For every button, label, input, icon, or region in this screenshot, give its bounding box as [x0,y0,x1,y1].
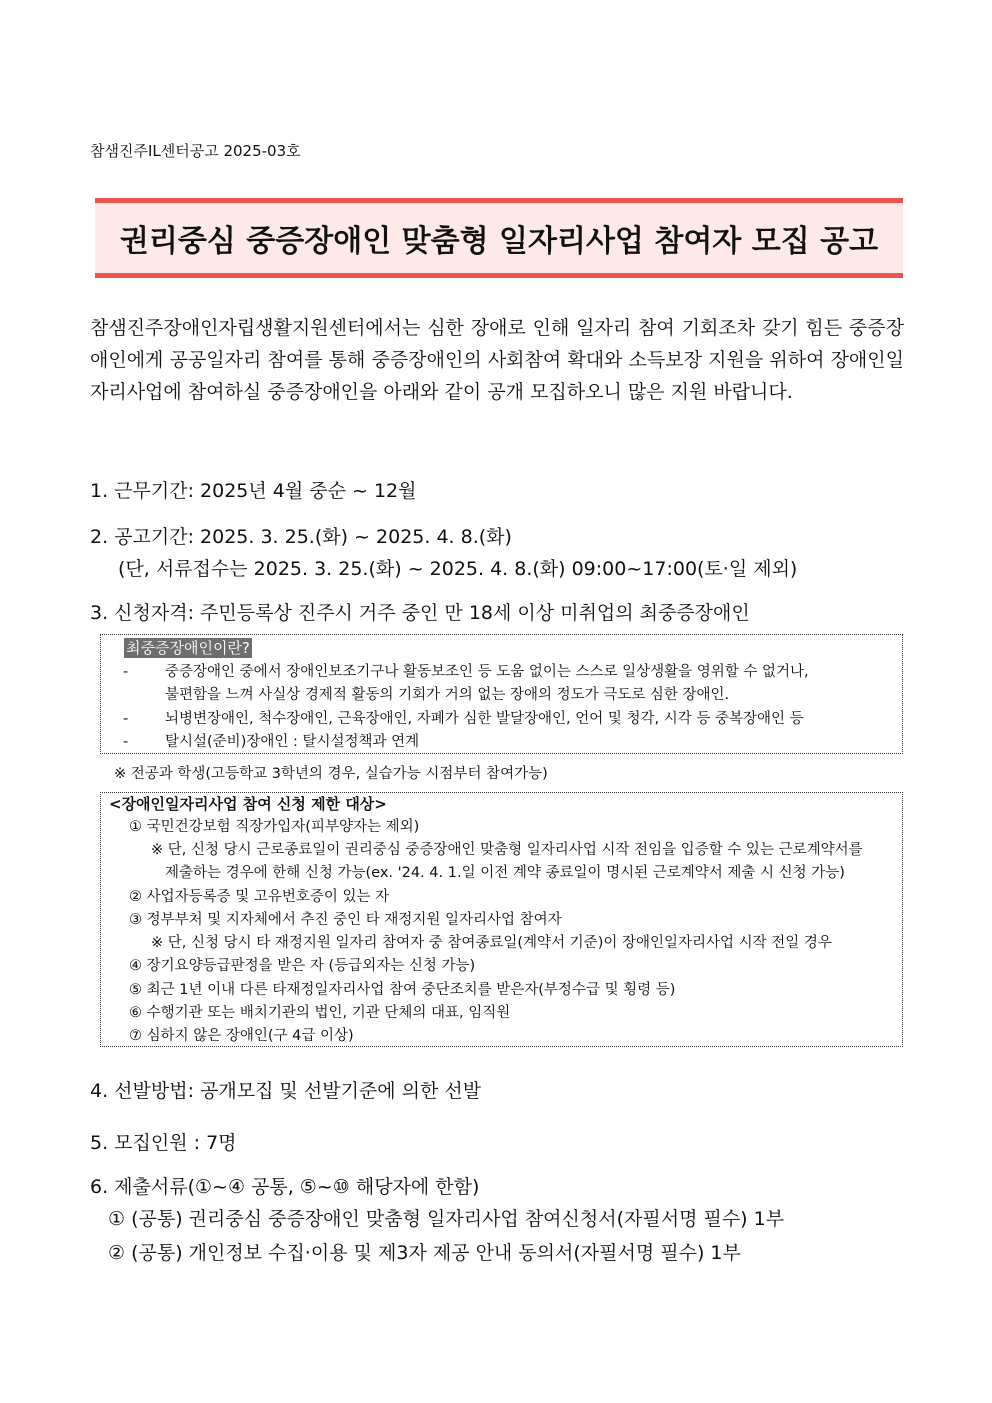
restriction-heading: <장애인일자리사업 참여 신청 제한 대상> [109,795,387,813]
restriction-line: ※ 단, 신청 당시 타 재정지원 일자리 참여자 중 참여종료일(계약서 기준)이 장애인일자리사업 시작 전일 경우 [151,935,832,951]
title-banner [95,198,903,278]
restriction-line: 제출하는 경우에 한해 신청 가능(ex. '24. 4. 1.일 이전 계약 종료일이 명시된 근로계약서 제출 시 신청 가능) [165,865,845,881]
section-eligibility: 3. 신청자격: 주민등록상 진주시 거주 중인 만 18세 이상 미취업의 최중증장애인 [90,602,750,624]
page-title: 권리중심 중증장애인 맞춤형 일자리사업 참여자 모집 공고 [119,224,879,259]
restriction-line: ※ 단, 신청 당시 근로종료일이 권리중심 중증장애인 맞춤형 일자리사업 시작 전임을 입증할 수 있는 근로계약서를 [151,842,863,858]
notice-number: 참샘진주IL센터공고 2025-03호 [90,142,301,160]
restriction-line: ③ 정부부처 및 지자체에서 추진 중인 타 재정지원 일자리사업 참여자 [129,912,562,928]
restriction-line: ④ 장기요양등급판정을 받은 자 (등급외자는 신청 가능) [129,958,476,974]
bullet-dash: - [123,734,129,750]
section-selection: 4. 선발방법: 공개모집 및 선발기준에 의한 선발 [90,1080,482,1102]
student-note: ※ 전공과 학생(고등학교 3학년의 경우, 실습가능 시점부터 참여가능) [114,766,548,782]
document-item: ① (공통) 권리중심 중증장애인 맞춤형 일자리사업 참여신청서(자필서명 필수) 1부 [108,1208,785,1230]
section-notice-period-sub: (단, 서류접수는 2025. 3. 25.(화) ~ 2025. 4. 8.(화) 09:00~17:00(토·일 제외) [118,558,798,580]
restriction-box [100,792,903,1047]
definition-line: 불편함을 느껴 사실상 경제적 활동의 기회가 거의 없는 장애의 정도가 극도로 심한 장애인. [165,687,730,703]
section-headcount: 5. 모집인원 : 7명 [90,1132,237,1154]
definition-line: 탈시설(준비)장애인 : 탈시설정책과 연계 [165,734,420,750]
section-notice-period: 2. 공고기간: 2025. 3. 25.(화) ~ 2025. 4. 8.(화) [90,526,512,548]
definition-heading: 최중증장애인이란? [126,639,250,657]
definition-line: 뇌병변장애인, 척수장애인, 근육장애인, 자폐가 심한 발달장애인, 언어 및 청각, 시각 등 중복장애인 등 [165,711,804,727]
bullet-dash: - [123,711,129,727]
restriction-line: ② 사업자등록증 및 고유번호증이 있는 자 [129,889,390,905]
restriction-line: ⑤ 최근 1년 이내 다른 타재정일자리사업 참여 중단조치를 받은자(부정수급 및 횡령 등) [129,982,676,998]
document-item: ② (공통) 개인정보 수집·이용 및 제3자 제공 안내 동의서(자필서명 필수) 1부 [108,1242,741,1264]
definition-line: 중증장애인 중에서 장애인보조기구나 활동보조인 등 도움 없이는 스스로 일상생활을 영위할 수 없거나, [165,664,809,680]
intro-paragraph: 참샘진주장애인자립생활지원센터에서는 심한 장애로 인해 일자리 참여 기회조차 갖기 힘든 중증장애인에게 공공일자리 참여를 통해 중증장애인의 사회참여 확대와 소득보장 지원을 위하여 장애인일자리사업에 참여하실 중증장애인을 아래와 같이 공개 모집하오니 많은 지원 바랍니다. [90,317,904,403]
restriction-line: ⑦ 심하지 않은 장애인(구 4급 이상) [129,1028,354,1044]
definition-box [100,634,903,754]
restriction-line: ⑥ 수행기관 또는 배치기관의 법인, 기관 단체의 대표, 임직원 [129,1005,511,1021]
bullet-dash: - [123,664,129,680]
section-work-period: 1. 근무기간: 2025년 4월 중순 ~ 12월 [90,480,417,502]
restriction-line: ① 국민건강보험 직장가입자(피부양자는 제외) [129,819,420,835]
section-documents: 6. 제출서류(①~④ 공통, ⑤~⑩ 해당자에 한함) [90,1176,480,1198]
